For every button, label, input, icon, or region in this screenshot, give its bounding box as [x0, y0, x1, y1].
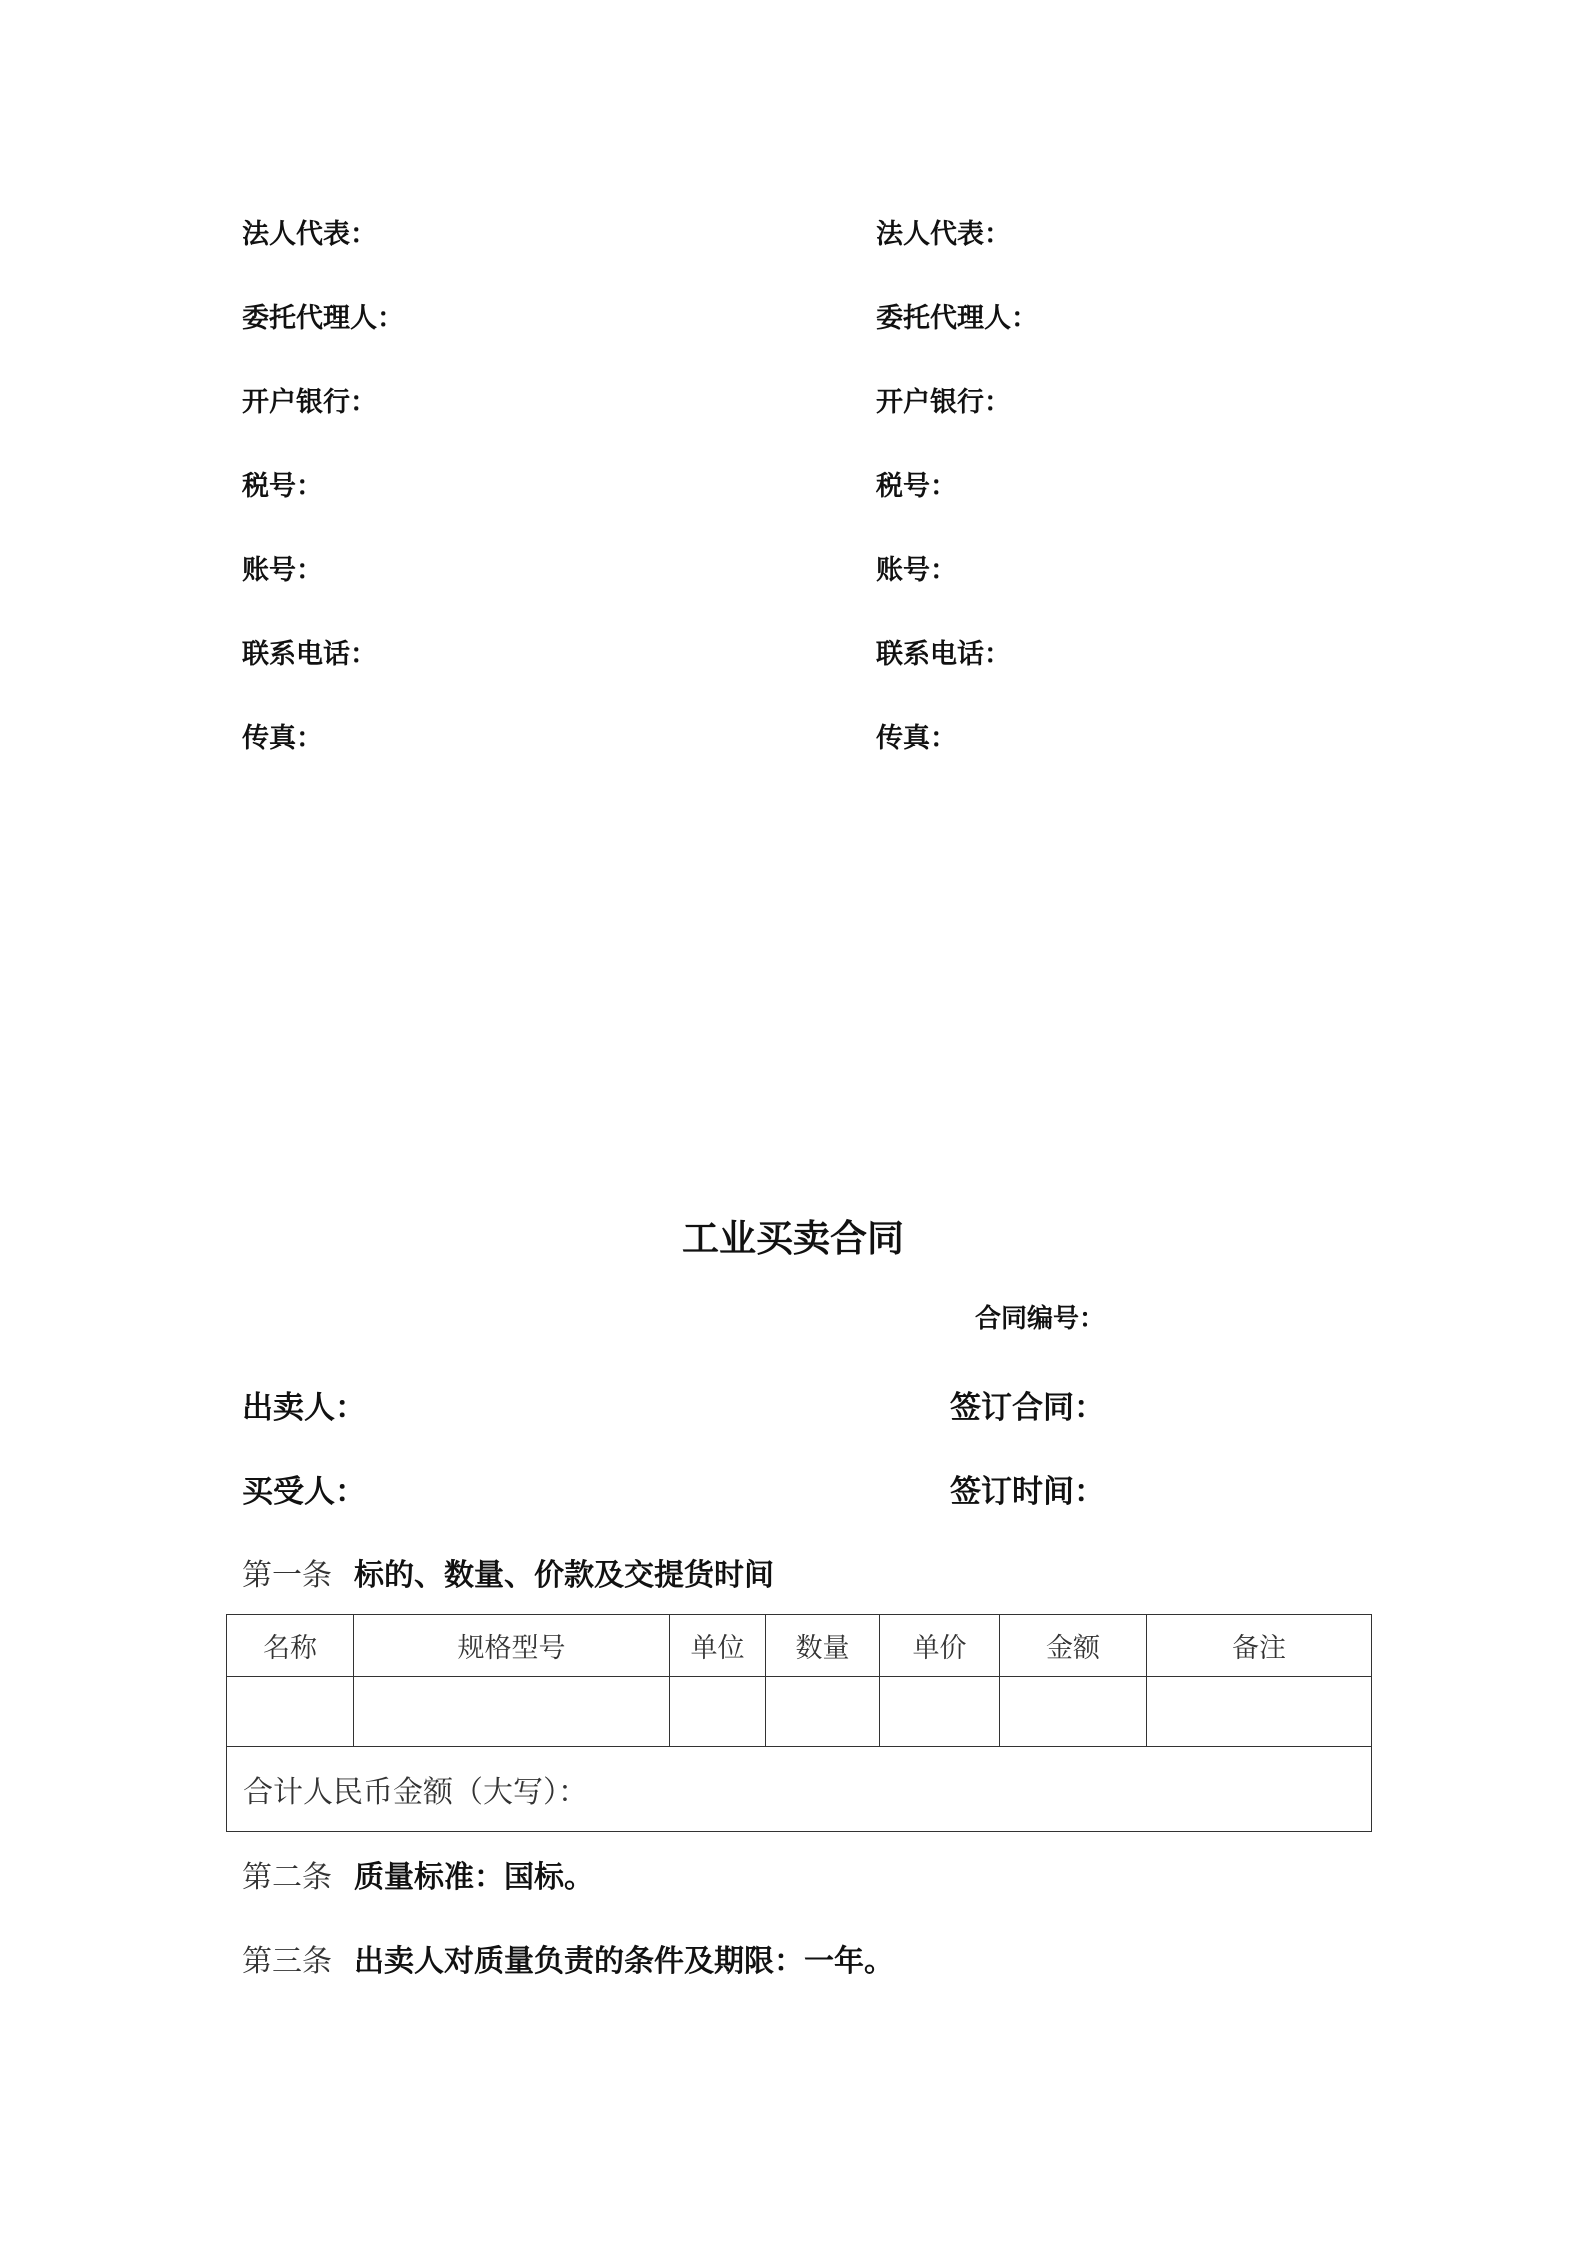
left-label-tax-no: 税号： — [242, 471, 323, 502]
header-quantity: 数量 — [766, 1615, 880, 1677]
article-2-text: 质量标准：国标。 — [354, 1860, 594, 1895]
table-total-row — [227, 1747, 1372, 1832]
right-label-tax-no: 税号： — [876, 471, 957, 502]
cell-name[interactable] — [227, 1677, 354, 1747]
header-remarks: 备注 — [1147, 1615, 1372, 1677]
right-label-phone: 联系电话： — [876, 639, 1011, 670]
left-label-legal-rep: 法人代表： — [242, 219, 377, 250]
header-amount: 金额 — [1000, 1615, 1147, 1677]
buyer-label: 买受人： — [242, 1474, 366, 1510]
table-row — [227, 1677, 1372, 1747]
table-header-row — [227, 1615, 1372, 1677]
cell-unit-price[interactable] — [880, 1677, 1000, 1747]
items-table — [226, 1614, 1372, 1832]
total-amount-label: 合计人民币金额（大写）： — [227, 1747, 1372, 1832]
right-label-bank: 开户银行： — [876, 387, 1011, 418]
header-unit: 单位 — [670, 1615, 766, 1677]
cell-spec-model[interactable] — [354, 1677, 670, 1747]
left-label-account: 账号： — [242, 555, 323, 586]
contract-title: 工业买卖合同 — [682, 1217, 904, 1260]
cell-remarks[interactable] — [1147, 1677, 1372, 1747]
article-3-number: 第三条 — [242, 1944, 332, 1979]
right-label-agent: 委托代理人： — [876, 303, 1038, 334]
right-label-legal-rep: 法人代表： — [876, 219, 1011, 250]
sign-contract-label: 签订合同： — [950, 1390, 1105, 1426]
cell-unit[interactable] — [670, 1677, 766, 1747]
article-1-text: 标的、数量、价款及交提货时间 — [354, 1558, 774, 1593]
sign-time-label: 签订时间： — [950, 1474, 1105, 1510]
left-label-agent: 委托代理人： — [242, 303, 404, 334]
header-name: 名称 — [227, 1615, 354, 1677]
article-2 — [242, 1852, 594, 1896]
article-3 — [242, 1936, 894, 1980]
article-1-number: 第一条 — [242, 1558, 332, 1593]
contract-number-label: 合同编号： — [975, 1304, 1106, 1334]
right-label-fax: 传真： — [876, 723, 957, 754]
article-3-text: 出卖人对质量负责的条件及期限：一年。 — [354, 1944, 894, 1979]
right-label-account: 账号： — [876, 555, 957, 586]
cell-quantity[interactable] — [766, 1677, 880, 1747]
header-unit-price: 单价 — [880, 1615, 1000, 1677]
cell-amount[interactable] — [1000, 1677, 1147, 1747]
left-label-fax: 传真： — [242, 723, 323, 754]
seller-label: 出卖人： — [242, 1390, 366, 1426]
left-label-phone: 联系电话： — [242, 639, 377, 670]
article-1 — [242, 1550, 774, 1594]
header-spec-model: 规格型号 — [354, 1615, 670, 1677]
left-label-bank: 开户银行： — [242, 387, 377, 418]
article-2-number: 第二条 — [242, 1860, 332, 1895]
